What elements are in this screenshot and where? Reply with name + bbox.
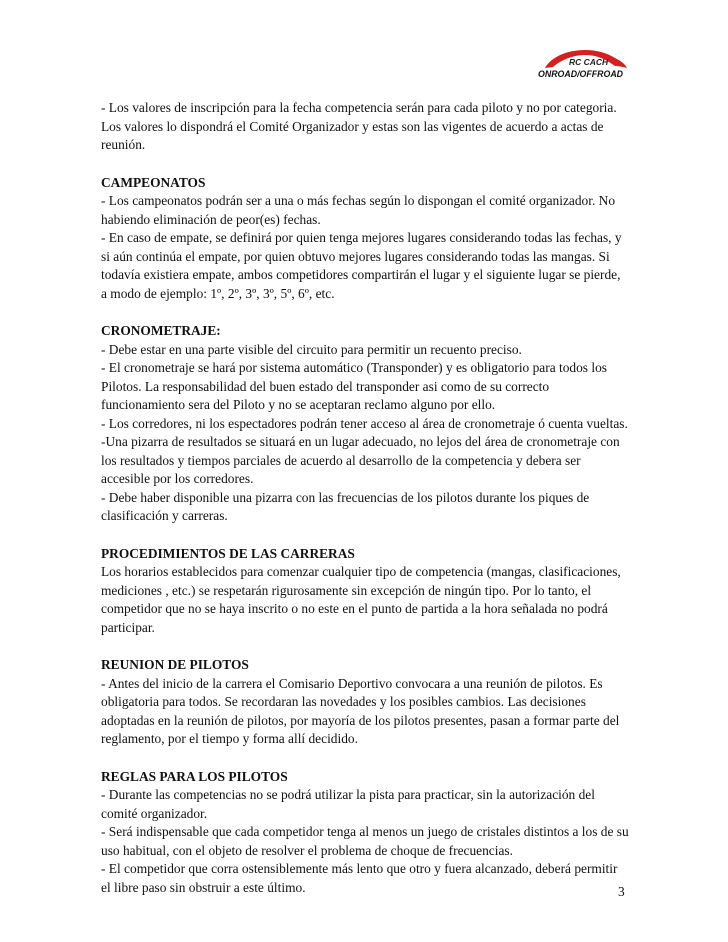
intro-section: [101, 99, 629, 155]
section-heading: CAMPEONATOS: [101, 174, 206, 190]
section-reunion-de-pilotos: [101, 656, 629, 749]
race-car-icon: [535, 42, 630, 86]
page-number: 3: [618, 884, 625, 899]
section-campeonatos: [101, 174, 629, 304]
paragraph: - Los corredores, ni los espectadores podrán tener acceso al área de cronometraje ó cuenta vueltas.: [101, 415, 628, 431]
section-heading: PROCEDIMIENTOS DE LAS CARRERAS: [101, 545, 355, 561]
section-heading: REUNION DE PILOTOS: [101, 657, 249, 672]
paragraph: - Debe haber disponible una pizarra con las frecuencias de los pilotos durante los piques de clasificación y carreras.: [101, 489, 590, 523]
paragraph: -Una pizarra de resultados se situará en un lugar adecuado, no lejos del área de cronometraje con los resultados y tiempos parciales de acuerdo al desarrollo de la competencia y debera ser accesible por los corredores.: [101, 434, 620, 486]
paragraph: - Será indispensable que cada competidor tenga al menos un juego de cristales distintos a los de su uso habitual, con el objeto de resolver el problema de choque de frecuencias.: [101, 824, 629, 858]
section-reglas-para-los-pilotos: [101, 768, 629, 898]
section-procedimientos: [101, 545, 629, 638]
paragraph: - Los campeonatos podrán ser a una o más fechas según lo dispongan el comité organizador. No habiendo eliminación de peor(es) fechas.: [101, 193, 616, 227]
paragraph: - Antes del inicio de la carrera el Comisario Deportivo convocara a una reunión de pilotos. Es obligatoria para todos. Se recordaran las novedades y los posibles cambios. Las decisiones adoptadas en la reunión de pilotos, por mayoría de los pilotos presentes, pasan a formar parte del reglamento, por el tiempo y forma allí decidido.: [101, 675, 620, 746]
logo-line2: ONROAD/OFFROAD: [538, 69, 624, 79]
paragraph: Los horarios establecidos para comenzar cualquier tipo de competencia (mangas, clasificaciones, mediciones , etc.) se respetarán rigurosamente sin excepción de ningún tipo. Por lo tanto, el competidor que no se haya inscrito o no este en el punto de partida a la hora señalada no podrá participar.: [101, 564, 621, 635]
intro-paragraph: - Los valores de inscripción para la fecha competencia serán para cada piloto y no por categoria. Los valores lo dispondrá el Comité Organizador y estas son las vigentes de acuerdo a actas de reunión.: [101, 100, 617, 152]
paragraph: - En caso de empate, se definirá por quien tenga mejores lugares considerando todas las fechas, y si aún continúa el empate, por quien obtuvo mejores lugares considerando todas las mangas. Si todavía existiera empate, ambos competidores compartirán el lugar y el siguiente lugar se pierde, a modo de ejemplo: 1º, 2º, 3º, 3º, 5º, 6º, etc.: [101, 230, 622, 301]
rc-cach-logo: [535, 42, 630, 86]
paragraph: - El cronometraje se hará por sistema automático (Transponder) y es obligatorio para todos los Pilotos. La responsabilidad del buen estado del transponder asi como de su correcto funcionamiento sera del Piloto y no se aceptaran reclamo alguno por ello.: [101, 360, 607, 412]
document-body: [101, 99, 629, 916]
paragraph: - Debe estar en una parte visible del circuito para permitir un recuento preciso.: [101, 341, 522, 357]
section-cronometraje: [101, 322, 629, 526]
logo-line1: RC CACH: [569, 57, 609, 67]
paragraph: - El competidor que corra ostensiblemente más lento que otro y fuera alcanzado, deberá permitir el libre paso sin obstruir a este último.: [101, 861, 618, 895]
section-heading: REGLAS PARA LOS PILOTOS: [101, 768, 288, 784]
section-heading: CRONOMETRAJE:: [101, 323, 221, 338]
paragraph: - Durante las competencias no se podrá utilizar la pista para practicar, sin la autorización del comité organizador.: [101, 787, 595, 821]
